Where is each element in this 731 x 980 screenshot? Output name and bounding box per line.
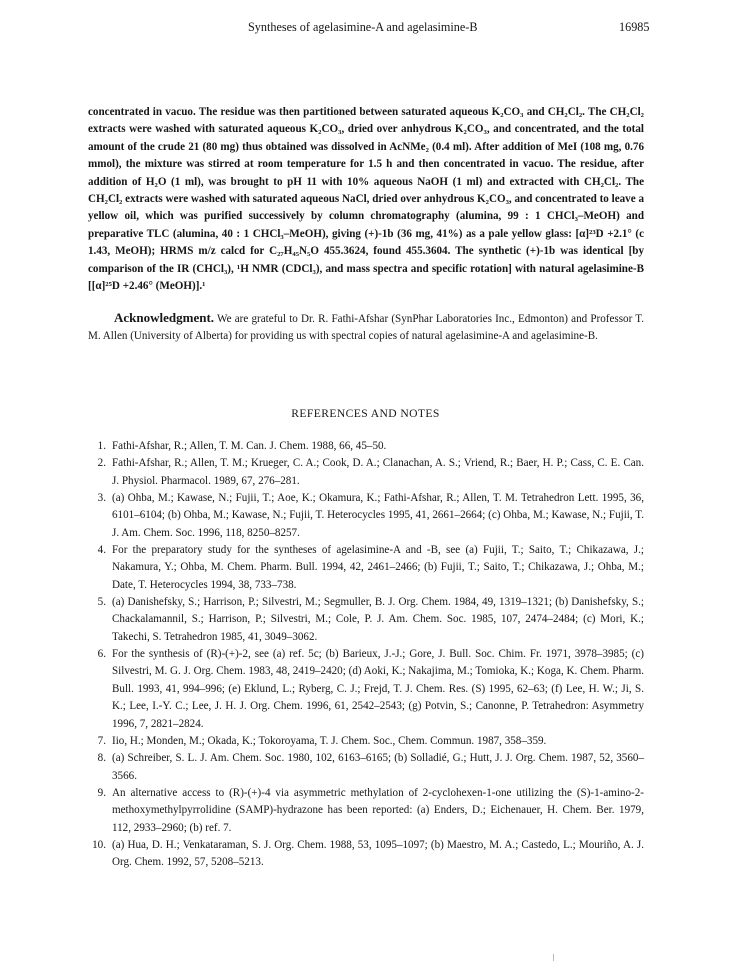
reference-item [88, 733, 644, 750]
page-number: 16985 [619, 20, 650, 34]
acknowledgment-heading: Acknowledgment. [114, 310, 215, 325]
reference-text: (a) Danishefsky, S.; Harrison, P.; Silvestri, M.; Segmuller, B. J. Org. Chem. 1984, 49, 1319–1321; (b) Danishefsky, S.; Chackalamannil, S.; Harrison, P.; Silvestri, M.; Cole, P. J. Am. Chem. Soc. 1985, 107, 2474–2484; (c) Mori, K.; Takechi, S. Tetrahedron 1985, 41, 3049–3062. [112, 596, 644, 643]
running-title: Syntheses of agelasimine-A and agelasimine-B [248, 20, 478, 34]
reference-item [88, 646, 644, 733]
reference-text: Fathi-Afshar, R.; Allen, T. M. Can. J. Chem. 1988, 66, 45–50. [112, 440, 387, 452]
reference-text: Iio, H.; Monden, M.; Okada, K.; Tokoroyama, T. J. Chem. Soc., Chem. Commun. 1987, 358–359. [112, 734, 547, 747]
reference-item [88, 455, 644, 490]
reference-item [88, 542, 644, 594]
scan-mark [553, 954, 554, 961]
reference-number: 8. [97, 752, 106, 765]
reference-number: 5. [97, 596, 106, 609]
reference-text: (a) Schreiber, S. L. J. Am. Chem. Soc. 1980, 102, 6163–6165; (b) Solladié, G.; Hutt, J. J. Org. Chem. 1987, 52, 3560–3566. [112, 752, 644, 782]
reference-number: 7. [97, 734, 106, 747]
reference-item [88, 785, 644, 837]
reference-number: 9. [97, 786, 106, 799]
reference-number: 2. [97, 457, 106, 470]
reference-text: (a) Ohba, M.; Kawase, N.; Fujii, T.; Aoe, K.; Okamura, K.; Fathi-Afshar, R.; Allen, T. M. Tetrahedron Lett. 1995, 36, 6101–6104; (b) Ohba, M.; Kawase, N.; Fujii, T. Heterocycles 1995, 41, 2661–2664; (c) Ohba, M.; Kawase, N.; Fujii, T. J. Am. Chem. Soc. 1996, 118, 8250–8257. [112, 492, 644, 539]
reference-item [88, 837, 644, 872]
reference-number: 4. [97, 544, 106, 557]
reference-item [88, 438, 644, 455]
reference-number: 3. [97, 492, 106, 505]
reference-text: (a) Hua, D. H.; Venkataraman, S. J. Org. Chem. 1988, 53, 1095–1097; (b) Maestro, M. A.; Castedo, L.; Mouriño, A. J. Org. Chem. 1992, 57, 5208–5213. [112, 838, 644, 869]
reference-number: 1. [97, 440, 106, 452]
reference-text: For the preparatory study for the syntheses of agelasimine-A and -B, see (a) Fujii, T.; Saito, T.; Chikazawa, J.; Nakamura, Y.; Ohba, M. Chem. Pharm. Bull. 1994, 42, 2461–2466; (b) Fujii, T.; Saito, T.; Chikazawa, J.; Ohba, M.; Date, T. Heterocycles 1994, 38, 733–738. [112, 544, 644, 591]
references-list [88, 438, 644, 872]
references-heading: REFERENCES AND NOTES [291, 407, 440, 420]
reference-item [88, 490, 644, 542]
reference-text: Fathi-Afshar, R.; Allen, T. M.; Krueger, C. A.; Cook, D. A.; Clanachan, A. S.; Vriend, R.; Baer, H. P.; Cass, C. E. Can. J. Physiol. Pharmacol. 1989, 67, 276–281. [112, 457, 644, 487]
reference-text: For the synthesis of (R)-(+)-2, see (a) ref. 5c; (b) Barieux, J.-J.; Gore, J. Bull. Soc. Chim. Fr. 1971, 3978–3985; (c) Silvestri, M. G. J. Org. Chem. 1983, 48, 2419–2420; (d) Aoki, K.; Nakajima, M.; Tomioka, K.; Koga, K. Chem. Pharm. Bull. 1993, 41, 994–996; (e) Eklund, L.; Ryberg, C. J.; Frejd, T. J. Chem. Res. (S) 1995, 62–63; (f) Lee, H. W.; Ji, S. K.; Lee, I.-Y. C.; Lee, J. H. J. Org. Chem. 1996, 61, 2542–2543; (g) Potvin, S.; Canonne, P. Tetrahedron: Asymmetry 1996, 7, 2821–2824. [112, 648, 644, 730]
experimental-paragraph: concentrated in vacuo. The residue was then partitioned between saturated aqueous K₂CO₃ and CH₂Cl₂. The CH₂Cl₂ extracts were washed with saturated aqueous K₂CO₃, dried over anhydrous K₂CO₃, and concentrated, and the total amount of the crude 21 (80 mg) thus obtained was dissolved in AcNMe₂ (0.4 ml). After addition of MeI (108 mg, 0.76 mmol), the mixture was stirred at room temperature for 1.5 h and then concentrated in vacuo. The residue, after addition of H₂O (1 ml), was brought to pH 11 with 10% aqueous NaOH (1 ml) and extracted with CH₂Cl₂. The CH₂Cl₂ extracts were washed with saturated aqueous NaCl, dried over anhydrous K₂CO₃, and concentrated to leave a yellow oil, which was purified successively by column chromatography (alumina, 99 : 1 CHCl₃–MeOH) and preparative TLC (alumina, 40 : 1 CHCl₃–MeOH), giving (+)-1b (36 mg, 41%) as a pale yellow glass: [α]²³D +2.1° (c 1.43, MeOH); HRMS m/z calcd for C₂₇H₄₅N₅O 455.3624, found 455.3604. The synthetic (+)-1b was identical [by comparison of the IR (CHCl₃), ¹H NMR (CDCl₃), and mass spectra and specific rotation] with natural agelasimine-B [[α]²⁵D +2.46° (MeOH)].¹ [88, 106, 644, 293]
acknowledgment-section [88, 309, 644, 346]
reference-number: 6. [97, 648, 106, 661]
acknowledgment-text: We are grateful to Dr. R. Fathi-Afshar (SynPhar Laboratories Inc., Edmonton) and Professor T. M. Allen (University of Alberta) for providing us with spectral copies of natural agelasimine-A and agelasimine-B. [88, 313, 645, 343]
reference-text: An alternative access to (R)-(+)-4 via asymmetric methylation of 2-cyclohexen-1-one utilizing the (S)-1-amino-2-methoxymethylpyrrolidine (SAMP)-hydrazone has been reported: (a) Enders, D.; Eichenauer, H. Chem. Ber. 1979, 112, 2933–2960; (b) ref. 7. [112, 786, 644, 834]
reference-item [88, 750, 644, 785]
reference-item [88, 594, 644, 646]
reference-number: 10. [92, 838, 106, 851]
